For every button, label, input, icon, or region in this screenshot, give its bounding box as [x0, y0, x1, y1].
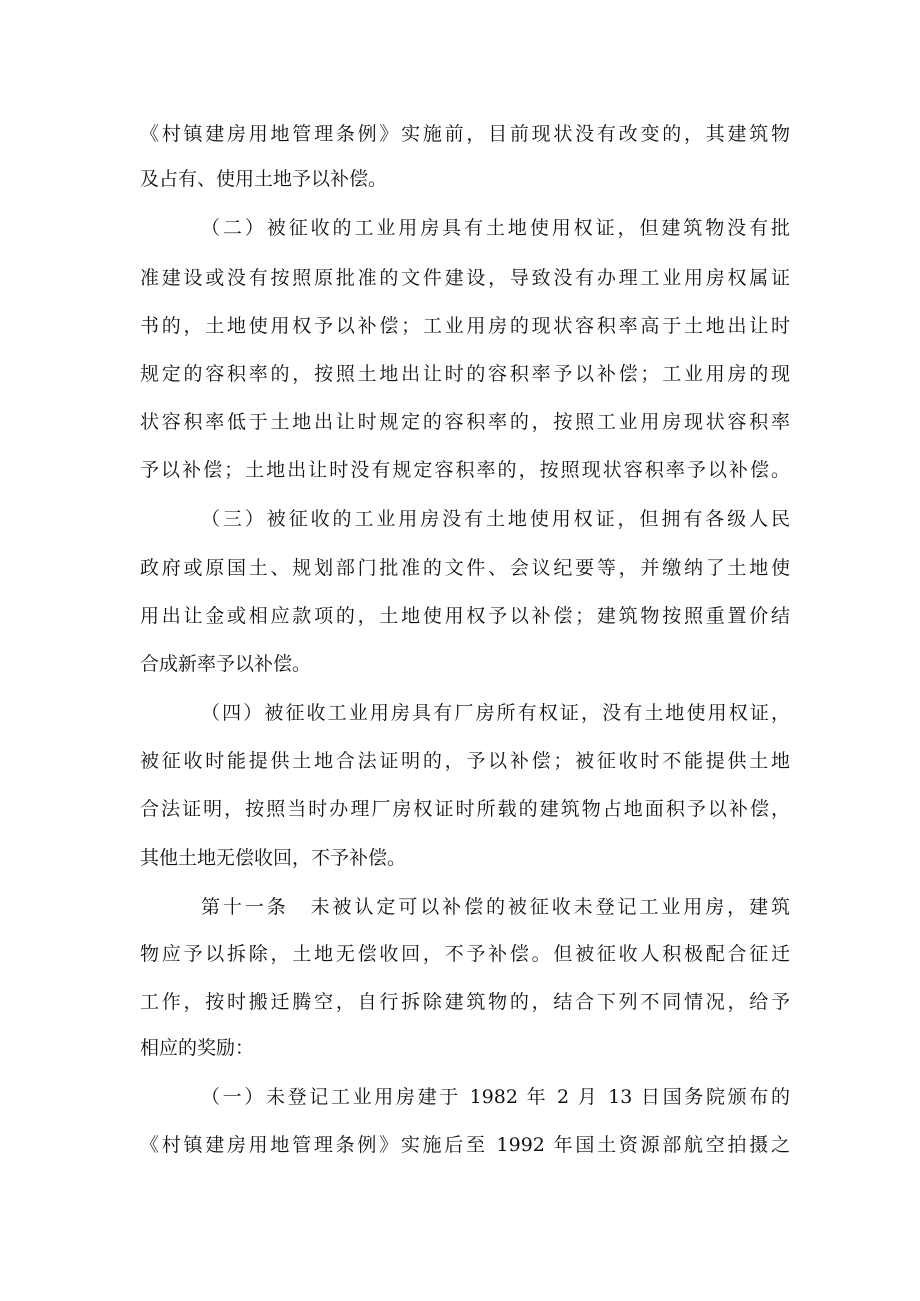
text-line: 《村镇建房用地管理条例》实施前，目前现状没有改变的，其建筑物	[140, 123, 790, 145]
paragraph-4-line: （四）被征收工业用房具有厂房所有权证，没有土地使用权证，	[201, 702, 790, 724]
text-line: 政府或原国土、规划部门批准的文件、会议纪要等，并缴纳了土地使	[140, 557, 790, 579]
text-line: 《村镇建房用地管理条例》实施后至 1992 年国土资源部航空拍摄之	[140, 1134, 790, 1156]
item-1-line: （一）未登记工业用房建于 1982 年 2 月 13 日国务院颁布的	[201, 1086, 790, 1108]
paragraph-2-line: （二）被征收的工业用房具有土地使用权证，但建筑物没有批	[201, 217, 790, 239]
text-line: 用出让金或相应款项的，土地使用权予以补偿；建筑物按照重置价结	[140, 605, 790, 627]
text-line: 其他土地无偿收回，不予补偿。	[140, 847, 407, 869]
text-line: 合法证明，按照当时办理厂房权证时所载的建筑物占地面积予以补偿，	[140, 798, 790, 820]
text-line: 相应的奖励：	[140, 1037, 255, 1059]
text-line: 物应予以拆除，土地无偿收回，不予补偿。但被征收人积极配合征迁	[140, 943, 790, 965]
text-line: 及占有、使用土地予以补偿。	[140, 168, 388, 190]
text-line: 予以补偿；土地出让时没有规定容积率的，按照现状容积率予以补偿。	[140, 459, 790, 481]
article-11-line: 第十一条 未被认定可以补偿的被征收未登记工业用房，建筑	[201, 896, 790, 918]
text-line: 状容积率低于土地出让时规定的容积率的，按照工业用房现状容积率	[140, 411, 790, 433]
text-line: 书的，土地使用权予以补偿；工业用房的现状容积率高于土地出让时	[140, 315, 790, 337]
text-line: 工作，按时搬迁腾空，自行拆除建筑物的，结合下列不同情况，给予	[140, 991, 790, 1013]
text-line: 被征收时能提供土地合法证明的，予以补偿；被征收时不能提供土地	[140, 750, 790, 772]
text-line: 规定的容积率的，按照土地出让时的容积率予以补偿；工业用房的现	[140, 363, 790, 385]
text-line: 准建设或没有按照原批准的文件建设，导致没有办理工业用房权属证	[140, 267, 790, 289]
text-line: 合成新率予以补偿。	[140, 653, 312, 675]
paragraph-3-line: （三）被征收的工业用房没有土地使用权证，但拥有各级人民	[201, 508, 790, 530]
